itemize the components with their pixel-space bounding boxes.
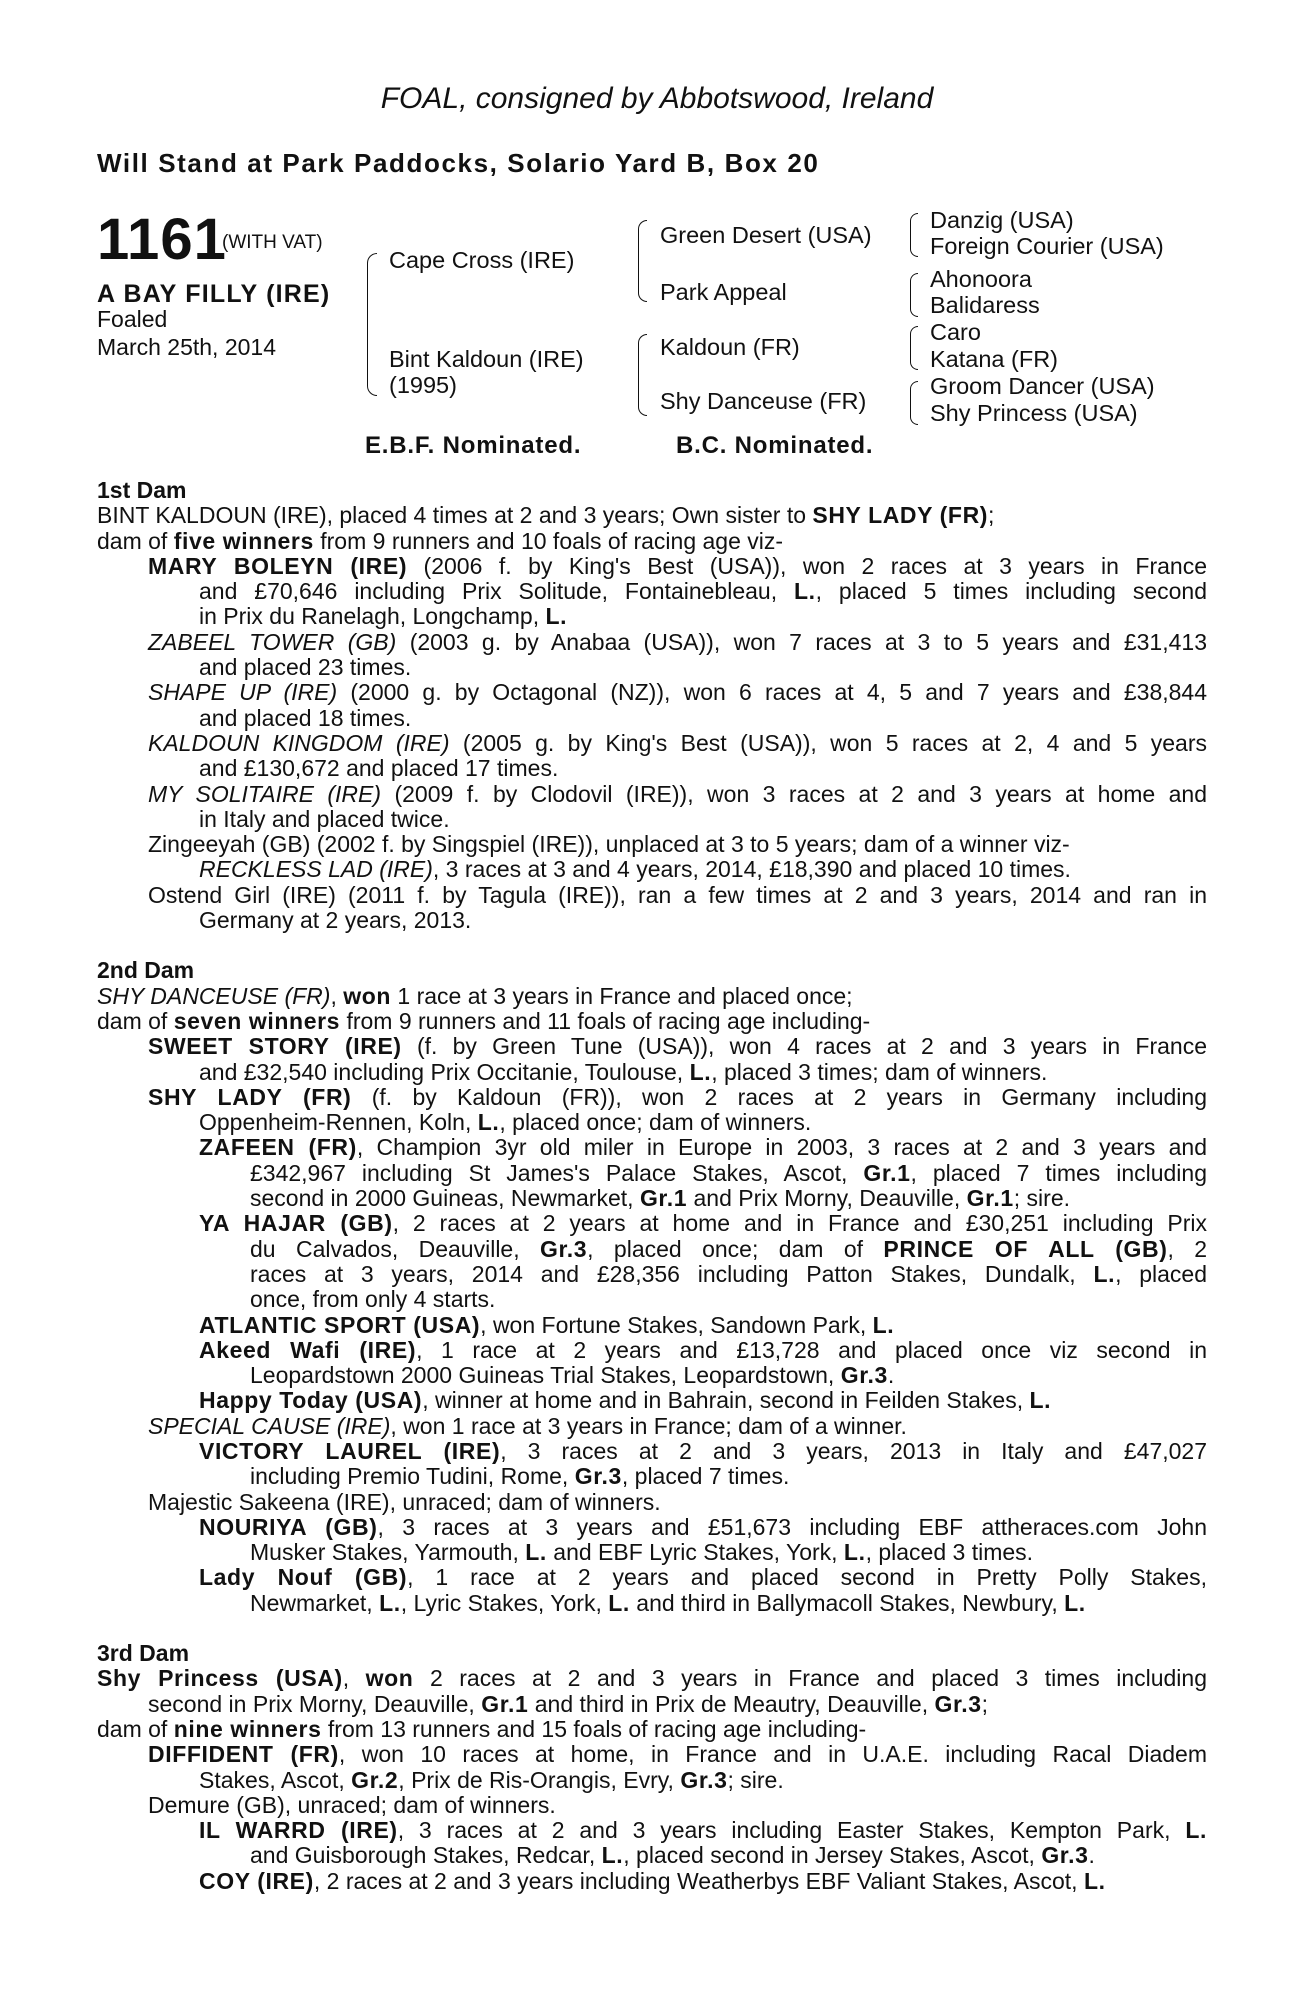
text-run: ZABEEL TOWER (GB) — [148, 628, 397, 655]
text-run: Gr.1 — [639, 1185, 688, 1212]
produce-victory-laurel — [97, 1439, 1207, 1464]
text-run: Gr.3 — [934, 1690, 982, 1717]
produce-majestic-sakeena: Majestic Sakeena (IRE), unraced; dam of winners. — [148, 1488, 661, 1515]
text-run: races at 3 years, 2014 and £28,356 including Patton Stakes, Dundalk, — [250, 1260, 1076, 1287]
produce-line: and placed 18 times. — [199, 704, 412, 731]
text-run: , placed 7 times. — [621, 1463, 790, 1490]
text-run: seven winners — [173, 1007, 341, 1034]
text-run: . — [1088, 1842, 1095, 1869]
text-run: Stakes, Ascot, — [199, 1766, 345, 1793]
produce-line — [97, 1768, 1207, 1793]
text-run: , 2 races at 2 years at home and in France and £30,251 including Prix — [392, 1210, 1207, 1237]
text-run: 1 race at 3 years in France and placed once; — [397, 982, 853, 1009]
brace-gen3-1 — [910, 213, 918, 257]
text-run: Leopardstown 2000 Guineas Trial Stakes, Leopardstown, — [250, 1362, 835, 1389]
produce-line — [97, 1262, 1207, 1287]
text-run: , won 10 races at home, in France and in U.A.E. including Racal Diadem — [338, 1741, 1207, 1768]
text-run: ; sire. — [1013, 1185, 1071, 1212]
ebf-nominated: E.B.F. Nominated. — [365, 432, 582, 459]
text-run: , 3 races at 3 and 4 years, 2014, £18,390 and placed 10 times. — [432, 856, 1071, 883]
second-dam-line — [97, 984, 1207, 1009]
lot-number: 1161 — [97, 207, 227, 272]
text-run: and third in Ballymacoll Stakes, Newbury, — [636, 1589, 1058, 1616]
third-dam-heading: 3rd Dam — [97, 1640, 190, 1667]
text-run: L. — [601, 1842, 624, 1869]
produce-record — [97, 478, 1207, 1894]
text-run: Lady Nouf (GB) — [199, 1564, 408, 1591]
text-run: ; — [988, 502, 995, 529]
text-run: from 13 runners and 15 foals of racing age including- — [327, 1715, 867, 1742]
text-run: , 3 races at 2 and 3 years including Easter Stakes, Kempton Park, — [397, 1817, 1171, 1844]
text-run: PRINCE OF ALL (GB) — [883, 1235, 1168, 1262]
first-dam-heading: 1st Dam — [97, 477, 187, 503]
produce-zafeen — [97, 1135, 1207, 1160]
text-run: SHY LADY (FR) — [148, 1083, 352, 1110]
text-run: MY SOLITAIRE (IRE) — [148, 780, 382, 807]
pedigree-sire-dam: Park Appeal — [660, 279, 787, 305]
text-run: du Calvados, Deauville, — [250, 1235, 520, 1262]
text-run: RECKLESS LAD (IRE) — [199, 856, 433, 883]
brace-gen3-4 — [910, 381, 918, 425]
text-run: Newmarket, — [250, 1589, 373, 1616]
text-run: , — [330, 982, 337, 1009]
text-run: Gr.2 — [351, 1766, 399, 1793]
produce-line: Germany at 2 years, 2013. — [199, 907, 472, 934]
text-run: , placed second in Jersey Stakes, Ascot, — [623, 1842, 1035, 1869]
brace-gen2-sire — [638, 220, 647, 302]
text-run: , 1 race at 2 years and £13,728 and placed once viz second in — [416, 1336, 1207, 1363]
text-run: including Premio Tudini, Rome, — [250, 1463, 569, 1490]
bc-nominated: B.C. Nominated. — [676, 432, 874, 459]
text-run: from 9 runners and 11 foals of racing age including- — [346, 1007, 871, 1034]
produce-line — [97, 1363, 1207, 1388]
text-run: L. — [477, 1109, 500, 1136]
first-dam-line — [97, 503, 1207, 528]
text-run: NOURIYA (GB) — [199, 1513, 378, 1540]
text-run: L. — [1083, 1867, 1106, 1894]
produce-happy-today — [97, 1388, 1207, 1413]
text-run: L. — [843, 1539, 866, 1566]
produce-coy — [97, 1869, 1207, 1894]
third-dam-line — [97, 1666, 1207, 1691]
produce-shape-up — [97, 680, 1207, 705]
produce-ya-hajar — [97, 1211, 1207, 1236]
text-run: Gr.3 — [540, 1235, 588, 1262]
produce-zingeeyah: Zingeeyah (GB) (2002 f. by Singspiel (IRE)), unplaced at 3 to 5 years; dam of a winner viz- — [148, 831, 1070, 858]
text-run: (2006 f. by King's Best (USA)), won 2 races at 3 years in France — [423, 552, 1207, 579]
text-run: DIFFIDENT (FR) — [148, 1741, 339, 1768]
text-run: and £32,540 including Prix Occitanie, Toulouse, — [199, 1058, 684, 1085]
text-run: won — [343, 982, 392, 1009]
consignment-line: FOAL, consigned by Abbotswood, Ireland — [380, 82, 934, 115]
produce-line — [97, 1237, 1207, 1262]
produce-line — [97, 1464, 1207, 1489]
text-run: SPECIAL CAUSE (IRE) — [148, 1412, 391, 1439]
foaled-label: Foaled — [97, 306, 168, 332]
text-run: Gr.3 — [574, 1463, 622, 1490]
produce-sweet-story — [97, 1034, 1207, 1059]
text-run: , 3 races at 2 and 3 years, 2013 in Italy and £47,027 — [500, 1437, 1207, 1464]
text-run: . — [887, 1362, 895, 1389]
text-run: , placed — [1115, 1260, 1208, 1287]
produce-line — [97, 1186, 1207, 1211]
vat-note: (WITH VAT) — [222, 232, 323, 253]
text-run: KALDOUN KINGDOM (IRE) — [148, 729, 450, 756]
text-run: ; — [981, 1690, 989, 1717]
pedigree-dam-dam: Shy Danceuse (FR) — [660, 388, 867, 414]
text-run: and Prix Morny, Deauville, — [693, 1185, 961, 1212]
produce-line: and £130,672 and placed 17 times. — [199, 755, 559, 782]
text-run: L. — [794, 578, 816, 605]
text-run: (f. by Kaldoun (FR)), won 2 races at 2 years in Germany including — [371, 1083, 1208, 1110]
first-dam-line — [97, 529, 1207, 554]
text-run: L. — [1093, 1260, 1116, 1287]
pedigree-dam-sire: Kaldoun (FR) — [660, 334, 800, 360]
produce-zabeel-tower — [97, 630, 1207, 655]
text-run: , won 1 race at 3 years in France; dam of a winner. — [390, 1412, 907, 1439]
text-run: , placed 5 times including second — [815, 578, 1208, 605]
text-run: dam of — [97, 1007, 168, 1034]
foaled-date: March 25th, 2014 — [97, 334, 277, 360]
pedigree-gen3-4: Balidaress — [930, 292, 1040, 318]
text-run: , Prix de Ris-Orangis, Evry, — [398, 1766, 674, 1793]
text-run: L. — [689, 1058, 712, 1085]
produce-line: and placed 23 times. — [199, 654, 412, 681]
text-run: L. — [1029, 1387, 1052, 1414]
produce-il-warrd — [97, 1818, 1207, 1843]
text-run: VICTORY LAUREL (IRE) — [199, 1437, 501, 1464]
produce-shy-lady — [97, 1085, 1207, 1110]
produce-my-solitaire — [97, 782, 1207, 807]
pedigree-gen3-3: Ahonoora — [930, 266, 1032, 292]
text-run: , 2 — [1167, 1235, 1208, 1262]
pedigree-sire: Cape Cross (IRE) — [389, 247, 575, 273]
text-run: Gr.1 — [481, 1690, 529, 1717]
text-run: L. — [1185, 1817, 1207, 1844]
pedigree-sire-sire: Green Desert (USA) — [660, 222, 872, 248]
text-run: L. — [608, 1589, 630, 1616]
text-run: , 2 races at 2 and 3 years including Weatherbys EBF Valiant Stakes, Ascot, — [313, 1867, 1078, 1894]
brace-gen1 — [367, 253, 377, 396]
text-run: SWEET STORY (IRE) — [148, 1033, 402, 1060]
text-run: Happy Today (USA) — [199, 1387, 423, 1414]
pedigree-gen3-1: Danzig (USA) — [930, 207, 1074, 233]
text-run: L. — [1064, 1589, 1086, 1616]
text-run: second in 2000 Guineas, Newmarket, — [250, 1185, 634, 1212]
text-run: dam of — [97, 527, 168, 554]
text-run: 2 races at 2 and 3 years in France and placed 3 times including — [429, 1665, 1208, 1692]
text-run: , — [342, 1665, 350, 1692]
text-run: Gr.1 — [966, 1185, 1014, 1212]
text-run: dam of — [97, 1715, 168, 1742]
text-run: Musker Stakes, Yarmouth, — [250, 1539, 519, 1566]
produce-reckless-lad — [97, 857, 1207, 882]
produce-line: in Italy and placed twice. — [199, 805, 450, 832]
pedigree-dam: Bint Kaldoun (IRE) — [389, 346, 584, 372]
produce-line — [97, 604, 1207, 629]
second-dam-heading: 2nd Dam — [97, 957, 195, 984]
text-run: , placed 3 times. — [865, 1539, 1034, 1566]
text-run: MARY BOLEYN (IRE) — [148, 552, 408, 579]
text-run: , placed 7 times including — [910, 1159, 1207, 1186]
text-run: , Champion 3yr old miler in Europe in 2003, 3 races at 2 and 3 years and — [356, 1134, 1207, 1161]
text-run: SHY LADY (FR) — [812, 502, 989, 529]
text-run: (2005 g. by King's Best (USA)), won 5 races at 2, 4 and 5 years — [462, 729, 1207, 756]
pedigree-dam-year: (1995) — [389, 372, 457, 398]
text-run: and EBF Lyric Stakes, York, — [553, 1539, 838, 1566]
text-run: , Lyric Stakes, York, — [400, 1589, 602, 1616]
produce-akeed-wafi — [97, 1338, 1207, 1363]
text-run: Gr.3 — [1041, 1842, 1089, 1869]
text-run: nine winners — [173, 1715, 322, 1742]
pedigree-gen3-5: Caro — [930, 319, 981, 345]
brace-gen3-2 — [910, 273, 918, 317]
text-run: second in Prix Morny, Deauville, — [148, 1690, 475, 1717]
pedigree-gen3-6: Katana (FR) — [930, 346, 1058, 372]
text-run: ZAFEEN (FR) — [199, 1134, 357, 1161]
pedigree-gen3-8: Shy Princess (USA) — [930, 400, 1138, 426]
produce-line — [97, 1540, 1207, 1565]
text-run: , won Fortune Stakes, Sandown Park, — [480, 1311, 867, 1338]
text-run: Oppenheim-Rennen, Koln, — [199, 1109, 472, 1136]
text-run: £342,967 including St James's Palace Stakes, Ascot, — [250, 1159, 848, 1186]
produce-line — [97, 1060, 1207, 1085]
stand-location: Will Stand at Park Paddocks, Solario Yard B, Box 20 — [97, 148, 820, 178]
second-dam-line — [97, 1009, 1207, 1034]
produce-line — [97, 1161, 1207, 1186]
text-run: (2009 f. by Clodovil (IRE)), won 3 races at 2 and 3 years at home and — [394, 780, 1208, 807]
text-run: (2000 g. by Octagonal (NZ)), won 6 races at 4, 5 and 7 years and £38,844 — [350, 679, 1208, 706]
third-dam-line — [97, 1692, 1207, 1717]
text-run: COY (IRE) — [199, 1867, 314, 1894]
produce-line — [97, 1843, 1207, 1868]
produce-line: once, from only 4 starts. — [250, 1286, 496, 1313]
text-run: SHAPE UP (IRE) — [148, 679, 338, 706]
text-run: IL WARRD (IRE) — [199, 1817, 398, 1844]
text-run: , winner at home and in Bahrain, second in Feilden Stakes, — [422, 1387, 1024, 1414]
text-run: ; sire. — [727, 1766, 784, 1793]
produce-line — [97, 579, 1207, 604]
produce-mary-boleyn — [97, 554, 1207, 579]
produce-demure: Demure (GB), unraced; dam of winners. — [148, 1791, 556, 1818]
produce-kaldoun-kingdom — [97, 731, 1207, 756]
text-run: BINT KALDOUN (IRE), placed 4 times at 2 and 3 years; Own sister to — [97, 502, 807, 529]
horse-name: A BAY FILLY (IRE) — [97, 280, 331, 308]
text-run: and £70,646 including Prix Solitude, Fontainebleau, — [199, 578, 778, 605]
text-run: (f. by Green Tune (USA)), won 4 races at 2 and 3 years in France — [416, 1033, 1207, 1060]
text-run: won — [365, 1665, 414, 1692]
text-run: , placed once; dam of winners. — [499, 1109, 812, 1136]
produce-line — [97, 1591, 1207, 1616]
produce-lady-nouf — [97, 1565, 1207, 1590]
text-run: , 1 race at 2 years and placed second in Pretty Polly Stakes, — [407, 1564, 1207, 1591]
produce-nouriya — [97, 1515, 1207, 1540]
text-run: L. — [525, 1539, 547, 1566]
produce-ostend-girl: Ostend Girl (IRE) (2011 f. by Tagula (IRE)), ran a few times at 2 and 3 years, 2014 and ran in — [148, 881, 1207, 908]
produce-diffident — [97, 1742, 1207, 1767]
text-run: L. — [379, 1589, 401, 1616]
pedigree-gen3-2: Foreign Courier (USA) — [930, 233, 1164, 259]
text-run: in Prix du Ranelagh, Longchamp, — [199, 603, 540, 630]
text-run: and Guisborough Stakes, Redcar, — [250, 1842, 596, 1869]
text-run: YA HAJAR (GB) — [199, 1210, 393, 1237]
text-run: , placed 3 times; dam of winners. — [711, 1058, 1048, 1085]
produce-atlantic-sport — [97, 1313, 1207, 1338]
text-run: Gr.3 — [680, 1766, 728, 1793]
text-run: (2003 g. by Anabaa (USA)), won 7 races at 3 to 5 years and £31,413 — [409, 628, 1207, 655]
produce-line — [97, 1110, 1207, 1135]
text-run: ATLANTIC SPORT (USA) — [199, 1311, 481, 1338]
text-run: L. — [545, 603, 568, 630]
text-run: , placed once; dam of — [587, 1235, 864, 1262]
brace-gen2-dam — [638, 334, 647, 416]
pedigree-gen3-7: Groom Dancer (USA) — [930, 373, 1155, 399]
text-run: Shy Princess (USA) — [97, 1665, 343, 1692]
text-run: SHY DANCEUSE (FR) — [97, 982, 331, 1009]
text-run: Gr.1 — [863, 1159, 911, 1186]
text-run: from 9 runners and 10 foals of racing age viz- — [320, 527, 784, 554]
text-run: Gr.3 — [840, 1362, 888, 1389]
text-run: , 3 races at 3 years and £51,673 including EBF attheraces.com John — [377, 1513, 1207, 1540]
produce-special-cause — [97, 1414, 1207, 1439]
brace-gen3-3 — [910, 326, 918, 370]
text-run: five winners — [173, 527, 314, 554]
text-run: L. — [872, 1311, 895, 1338]
text-run: and third in Prix de Meautry, Deauville, — [534, 1690, 929, 1717]
third-dam-line — [97, 1717, 1207, 1742]
text-run: Akeed Wafi (IRE) — [199, 1336, 417, 1363]
